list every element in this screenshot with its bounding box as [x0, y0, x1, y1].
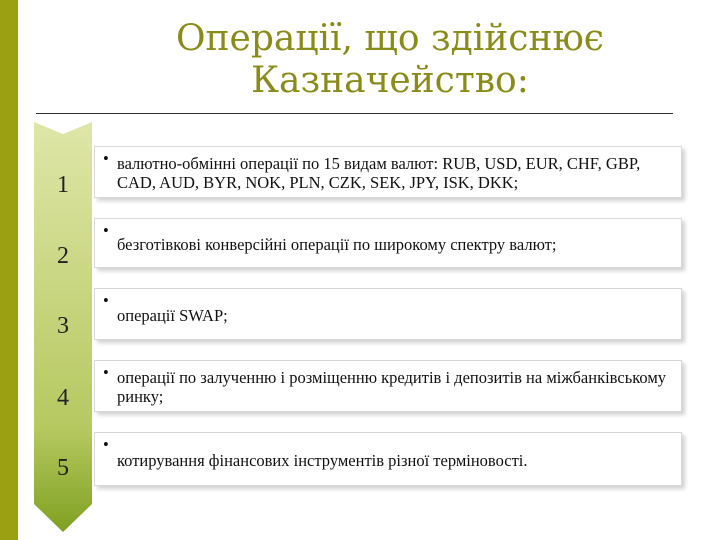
- item-number-2: 2: [57, 243, 69, 269]
- page-title: [110, 18, 670, 102]
- bullet-icon: •: [103, 291, 109, 310]
- title-divider: [36, 113, 673, 114]
- bullet-icon: •: [103, 435, 109, 454]
- bullet-icon: •: [103, 149, 109, 168]
- title-line-1: Операції, що здійснює: [176, 18, 604, 59]
- operation-text-3: операції SWAP;: [117, 305, 228, 325]
- bullet-icon: •: [103, 363, 109, 382]
- operation-card-1: [94, 146, 682, 198]
- operation-card-3: [94, 288, 682, 340]
- item-number-5: 5: [57, 455, 69, 481]
- operation-card-4: [94, 360, 682, 412]
- item-number-1: 1: [57, 172, 69, 198]
- operation-text-4: операції по залученню і розміщенню кредитів і депозитів на міжбанківському ринку;: [117, 368, 667, 406]
- item-number-4: 4: [57, 385, 69, 411]
- operation-card-2: [94, 218, 682, 268]
- operation-text-1: валютно-обмінні операції по 15 видам валют: RUB, USD, EUR, CHF, GBP, CAD, AUD, BYR, NOK, PLN, CZK, SEK, JPY, ISK, DKK;: [117, 154, 641, 192]
- title-line-2: Казначейство:: [251, 60, 529, 101]
- operation-text-5: котирування фінансових інструментів різної терміновості.: [117, 450, 528, 470]
- operation-text-2: безготівкові конверсійні операції по широкому спектру валют;: [117, 234, 557, 254]
- sidebar-accent-stripe: [0, 0, 18, 540]
- operation-card-5: [94, 432, 682, 486]
- bullet-icon: •: [103, 221, 109, 240]
- item-number-3: 3: [57, 313, 69, 339]
